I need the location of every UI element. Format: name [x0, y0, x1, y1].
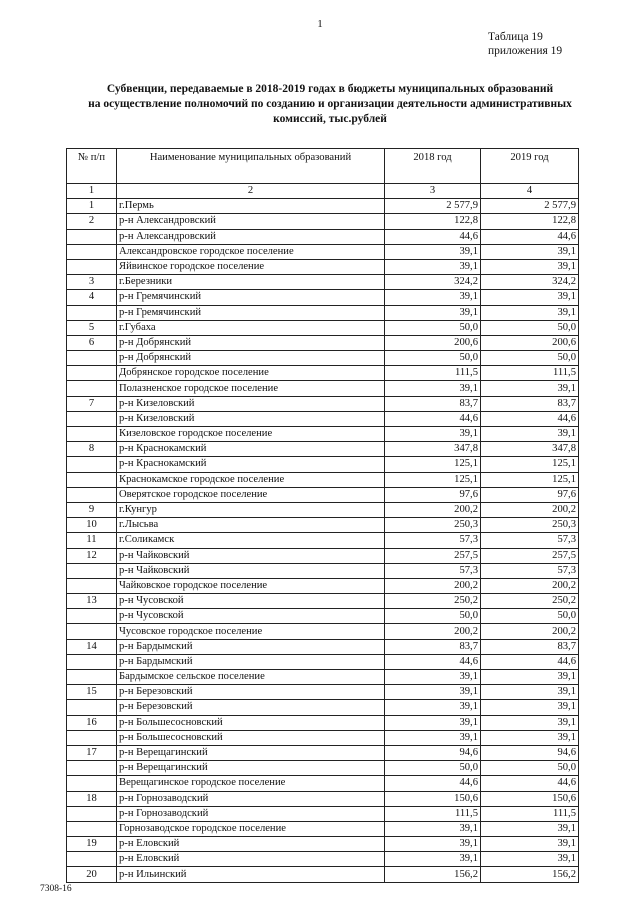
row-number: 9: [67, 502, 117, 517]
row-number: 7: [67, 396, 117, 411]
table-row: [67, 837, 579, 852]
table-row: [67, 715, 579, 730]
row-number: 5: [67, 320, 117, 335]
value-2018: 39,1: [385, 821, 481, 836]
table-row: [67, 427, 579, 442]
table-row: [67, 487, 579, 502]
value-2018: 44,6: [385, 411, 481, 426]
row-number: [67, 229, 117, 244]
municipality-name: р-н Верещагинский: [117, 761, 385, 776]
value-2018: 44,6: [385, 776, 481, 791]
table-row: [67, 533, 579, 548]
municipality-name: р-н Большесосновский: [117, 715, 385, 730]
subsidy-table: [66, 148, 579, 883]
value-2019: 97,6: [481, 487, 579, 502]
table-row: [67, 320, 579, 335]
table-row: [67, 411, 579, 426]
value-2018: 125,1: [385, 457, 481, 472]
value-2019: 39,1: [481, 259, 579, 274]
value-2018: 39,1: [385, 305, 481, 320]
value-2018: 39,1: [385, 244, 481, 259]
municipality-name: р-н Большесосновский: [117, 730, 385, 745]
row-number: 13: [67, 594, 117, 609]
municipality-name: Кизеловское городское поселение: [117, 427, 385, 442]
title-line2: на осуществление полномочий по созданию и организации деятельности административных: [88, 98, 572, 110]
row-number: [67, 806, 117, 821]
value-2018: 111,5: [385, 806, 481, 821]
table-ref-line1: Таблица 19: [488, 31, 543, 43]
header-2019: 2019 год: [481, 149, 579, 184]
value-2018: 57,3: [385, 533, 481, 548]
row-number: 1: [67, 199, 117, 214]
table-row: [67, 259, 579, 274]
row-number: 2: [67, 214, 117, 229]
municipality-name: г.Губаха: [117, 320, 385, 335]
municipality-name: р-н Еловский: [117, 852, 385, 867]
municipality-name: г.Пермь: [117, 199, 385, 214]
table-ref-line2: приложения 19: [488, 45, 563, 57]
municipality-name: р-н Александровский: [117, 214, 385, 229]
value-2018: 150,6: [385, 791, 481, 806]
municipality-name: Чайковское городское поселение: [117, 578, 385, 593]
value-2018: 57,3: [385, 563, 481, 578]
value-2018: 111,5: [385, 366, 481, 381]
value-2019: 324,2: [481, 275, 579, 290]
row-number: [67, 305, 117, 320]
row-number: 6: [67, 335, 117, 350]
municipality-name: р-н Кизеловский: [117, 396, 385, 411]
municipality-name: р-н Гремячинский: [117, 305, 385, 320]
value-2018: 39,1: [385, 852, 481, 867]
row-number: [67, 654, 117, 669]
value-2018: 39,1: [385, 715, 481, 730]
row-number: [67, 259, 117, 274]
value-2019: 44,6: [481, 776, 579, 791]
municipality-name: р-н Горнозаводский: [117, 806, 385, 821]
municipality-name: р-н Кизеловский: [117, 411, 385, 426]
row-number: 15: [67, 685, 117, 700]
index-cell: 2: [117, 184, 385, 199]
municipality-name: Чусовское городское поселение: [117, 624, 385, 639]
table-row: [67, 730, 579, 745]
row-number: [67, 730, 117, 745]
table-row: [67, 563, 579, 578]
table-row: [67, 776, 579, 791]
table-row: [67, 244, 579, 259]
value-2019: 39,1: [481, 305, 579, 320]
value-2018: 200,6: [385, 335, 481, 350]
municipality-name: р-н Добрянский: [117, 335, 385, 350]
municipality-name: Яйвинское городское поселение: [117, 259, 385, 274]
row-number: [67, 366, 117, 381]
table-row: [67, 806, 579, 821]
value-2018: 324,2: [385, 275, 481, 290]
row-number: [67, 351, 117, 366]
row-number: [67, 670, 117, 685]
value-2018: 50,0: [385, 609, 481, 624]
municipality-name: Краснокамское городское поселение: [117, 472, 385, 487]
value-2018: 39,1: [385, 730, 481, 745]
row-number: 4: [67, 290, 117, 305]
municipality-name: Бардымское сельское поселение: [117, 670, 385, 685]
value-2019: 39,1: [481, 852, 579, 867]
value-2019: 111,5: [481, 806, 579, 821]
value-2018: 156,2: [385, 867, 481, 882]
value-2018: 50,0: [385, 761, 481, 776]
row-number: 16: [67, 715, 117, 730]
table-row: [67, 396, 579, 411]
municipality-name: р-н Верещагинский: [117, 745, 385, 760]
value-2019: 39,1: [481, 381, 579, 396]
value-2019: 347,8: [481, 442, 579, 457]
table-row: [67, 700, 579, 715]
value-2019: 111,5: [481, 366, 579, 381]
value-2018: 250,3: [385, 518, 481, 533]
table-row: [67, 761, 579, 776]
row-number: [67, 852, 117, 867]
value-2019: 39,1: [481, 730, 579, 745]
row-number: 17: [67, 745, 117, 760]
table-body: [67, 199, 579, 882]
table-row: [67, 745, 579, 760]
row-number: [67, 776, 117, 791]
table-row: [67, 624, 579, 639]
value-2019: 83,7: [481, 396, 579, 411]
table-row: [67, 548, 579, 563]
value-2018: 200,2: [385, 624, 481, 639]
table-row: [67, 518, 579, 533]
header-2018: 2018 год: [385, 149, 481, 184]
value-2018: 39,1: [385, 259, 481, 274]
value-2019: 44,6: [481, 654, 579, 669]
value-2019: 200,6: [481, 335, 579, 350]
municipality-name: г.Березники: [117, 275, 385, 290]
municipality-name: р-н Березовский: [117, 685, 385, 700]
value-2018: 39,1: [385, 427, 481, 442]
table-row: [67, 502, 579, 517]
value-2018: 257,5: [385, 548, 481, 563]
row-number: [67, 427, 117, 442]
value-2019: 200,2: [481, 502, 579, 517]
table-row: [67, 305, 579, 320]
value-2018: 200,2: [385, 502, 481, 517]
value-2019: 156,2: [481, 867, 579, 882]
row-number: 20: [67, 867, 117, 882]
title-line1: Субвенции, передаваемые в 2018-2019 годах в бюджеты муниципальных образований: [106, 83, 554, 95]
municipality-name: р-н Александровский: [117, 229, 385, 244]
value-2019: 39,1: [481, 670, 579, 685]
value-2018: 39,1: [385, 290, 481, 305]
row-number: 19: [67, 837, 117, 852]
table-row: [67, 594, 579, 609]
table-row: [67, 275, 579, 290]
table-row: [67, 472, 579, 487]
value-2018: 83,7: [385, 639, 481, 654]
municipality-name: р-н Чусовской: [117, 594, 385, 609]
value-2019: 39,1: [481, 290, 579, 305]
row-number: 11: [67, 533, 117, 548]
row-number: [67, 244, 117, 259]
row-number: 14: [67, 639, 117, 654]
value-2018: 44,6: [385, 654, 481, 669]
value-2018: 39,1: [385, 670, 481, 685]
value-2019: 125,1: [481, 472, 579, 487]
value-2018: 39,1: [385, 381, 481, 396]
row-number: [67, 457, 117, 472]
municipality-name: Верещагинское городское поселение: [117, 776, 385, 791]
row-number: 18: [67, 791, 117, 806]
table-row: [67, 578, 579, 593]
value-2019: 39,1: [481, 700, 579, 715]
value-2019: 250,3: [481, 518, 579, 533]
header-name: Наименование муниципальных образований: [117, 149, 385, 184]
table-row: [67, 867, 579, 882]
table-row: [67, 821, 579, 836]
municipality-name: р-н Чайковский: [117, 563, 385, 578]
municipality-name: р-н Чусовской: [117, 609, 385, 624]
table-row: [67, 381, 579, 396]
municipality-name: р-н Горнозаводский: [117, 791, 385, 806]
row-number: [67, 578, 117, 593]
municipality-name: р-н Гремячинский: [117, 290, 385, 305]
row-number: [67, 381, 117, 396]
value-2019: 57,3: [481, 563, 579, 578]
value-2018: 250,2: [385, 594, 481, 609]
value-2019: 257,5: [481, 548, 579, 563]
header-num: № п/п: [67, 149, 117, 184]
table-reference: [488, 30, 562, 58]
value-2019: 39,1: [481, 427, 579, 442]
municipality-name: Александровское городское поселение: [117, 244, 385, 259]
table-row: [67, 852, 579, 867]
value-2019: 50,0: [481, 761, 579, 776]
table-row: [67, 670, 579, 685]
row-number: [67, 821, 117, 836]
value-2019: 39,1: [481, 244, 579, 259]
table-row: [67, 229, 579, 244]
document-code: 7308-16: [40, 884, 72, 894]
value-2018: 50,0: [385, 320, 481, 335]
table-row: [67, 654, 579, 669]
municipality-name: Добрянское городское поселение: [117, 366, 385, 381]
value-2019: 94,6: [481, 745, 579, 760]
table-row: [67, 609, 579, 624]
municipality-name: р-н Краснокамский: [117, 457, 385, 472]
value-2019: 44,6: [481, 411, 579, 426]
index-cell: 4: [481, 184, 579, 199]
row-number: [67, 472, 117, 487]
value-2018: 39,1: [385, 837, 481, 852]
document-title: [40, 82, 620, 127]
value-2018: 122,8: [385, 214, 481, 229]
municipality-name: р-н Чайковский: [117, 548, 385, 563]
value-2019: 200,2: [481, 578, 579, 593]
municipality-name: г.Лысьва: [117, 518, 385, 533]
row-number: [67, 411, 117, 426]
value-2018: 97,6: [385, 487, 481, 502]
table-row: [67, 335, 579, 350]
table-row: [67, 791, 579, 806]
value-2018: 50,0: [385, 351, 481, 366]
value-2018: 83,7: [385, 396, 481, 411]
row-number: [67, 761, 117, 776]
table-row: [67, 685, 579, 700]
municipality-name: р-н Добрянский: [117, 351, 385, 366]
value-2019: 50,0: [481, 351, 579, 366]
value-2019: 39,1: [481, 715, 579, 730]
municipality-name: Полазненское городское поселение: [117, 381, 385, 396]
table-row: [67, 290, 579, 305]
table-row: [67, 214, 579, 229]
value-2019: 200,2: [481, 624, 579, 639]
value-2019: 122,8: [481, 214, 579, 229]
page-number: 1: [317, 18, 323, 30]
municipality-name: р-н Ильинский: [117, 867, 385, 882]
value-2018: 39,1: [385, 700, 481, 715]
value-2019: 50,0: [481, 320, 579, 335]
value-2018: 200,2: [385, 578, 481, 593]
value-2019: 57,3: [481, 533, 579, 548]
value-2019: 44,6: [481, 229, 579, 244]
municipality-name: Оверятское городское поселение: [117, 487, 385, 502]
value-2019: 125,1: [481, 457, 579, 472]
value-2018: 94,6: [385, 745, 481, 760]
header-row: [67, 149, 579, 184]
municipality-name: р-н Краснокамский: [117, 442, 385, 457]
index-cell: 3: [385, 184, 481, 199]
row-number: 3: [67, 275, 117, 290]
row-number: [67, 487, 117, 502]
row-number: [67, 609, 117, 624]
table-row: [67, 366, 579, 381]
municipality-name: р-н Бардымский: [117, 654, 385, 669]
value-2019: 39,1: [481, 837, 579, 852]
index-row: [67, 184, 579, 199]
value-2019: 50,0: [481, 609, 579, 624]
title-line3: комиссий, тыс.рублей: [273, 113, 387, 125]
value-2019: 2 577,9: [481, 199, 579, 214]
value-2018: 2 577,9: [385, 199, 481, 214]
table-row: [67, 351, 579, 366]
table-row: [67, 457, 579, 472]
table-row: [67, 199, 579, 214]
row-number: [67, 624, 117, 639]
row-number: [67, 563, 117, 578]
value-2019: 250,2: [481, 594, 579, 609]
value-2019: 39,1: [481, 685, 579, 700]
value-2018: 125,1: [385, 472, 481, 487]
value-2019: 150,6: [481, 791, 579, 806]
municipality-name: г.Кунгур: [117, 502, 385, 517]
value-2019: 83,7: [481, 639, 579, 654]
value-2018: 39,1: [385, 685, 481, 700]
row-number: [67, 700, 117, 715]
value-2018: 44,6: [385, 229, 481, 244]
value-2018: 347,8: [385, 442, 481, 457]
row-number: 10: [67, 518, 117, 533]
municipality-name: г.Соликамск: [117, 533, 385, 548]
row-number: 12: [67, 548, 117, 563]
municipality-name: р-н Еловский: [117, 837, 385, 852]
index-cell: 1: [67, 184, 117, 199]
table-row: [67, 442, 579, 457]
row-number: 8: [67, 442, 117, 457]
municipality-name: р-н Бардымский: [117, 639, 385, 654]
municipality-name: Горнозаводское городское поселение: [117, 821, 385, 836]
value-2019: 39,1: [481, 821, 579, 836]
table-row: [67, 639, 579, 654]
municipality-name: р-н Березовский: [117, 700, 385, 715]
